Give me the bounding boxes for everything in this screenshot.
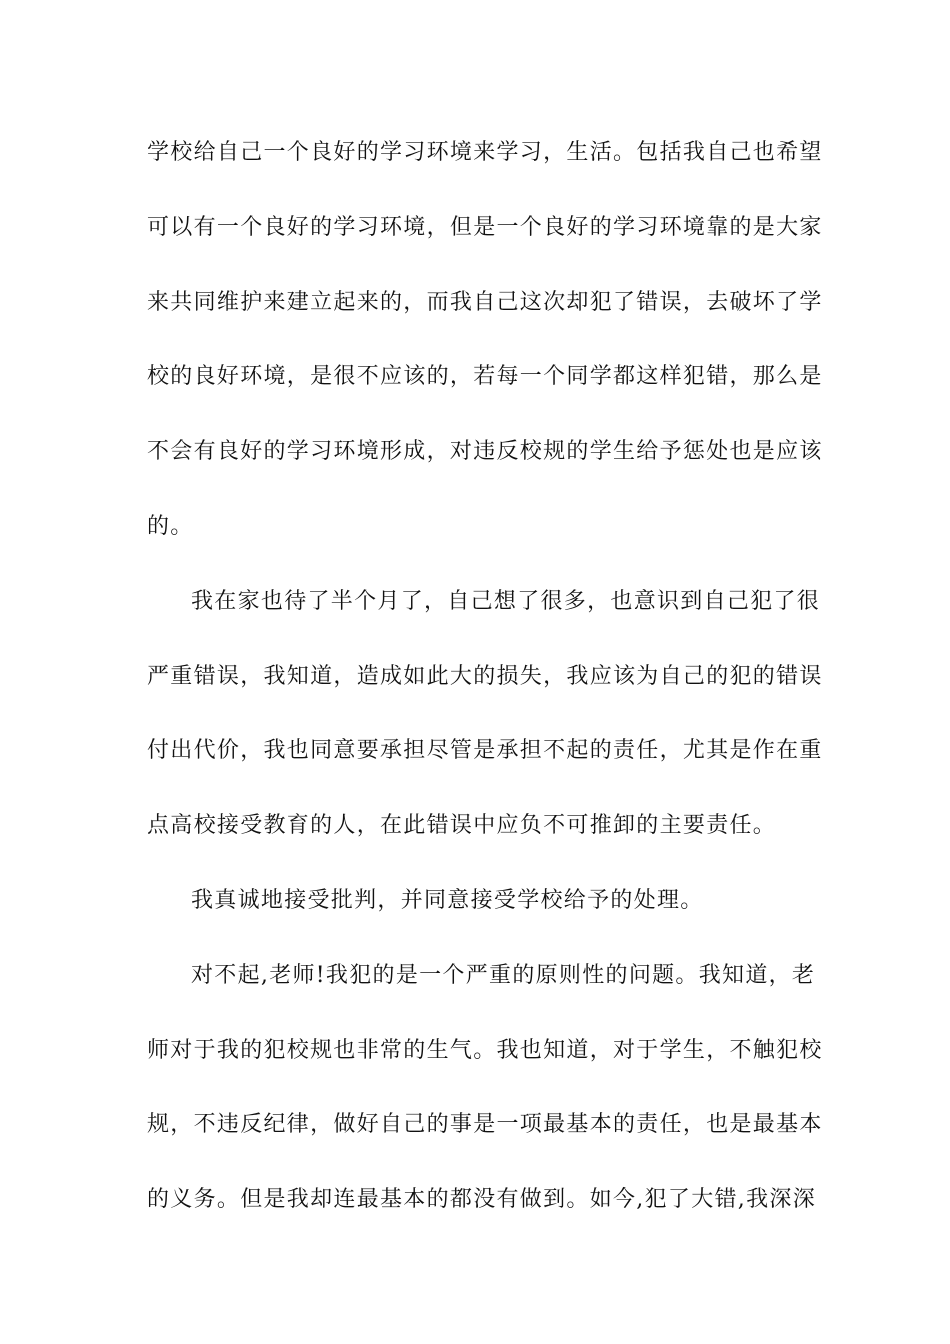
text-line: 点高校接受教育的人，在此错误中应负不可推卸的主要责任。 <box>147 813 777 839</box>
text-line: 可以有一个良好的学习环境，但是一个良好的学习环境靠的是大家 <box>147 214 823 240</box>
text-line: 学校给自己一个良好的学习环境来学习，生活。包括我自己也希望 <box>147 140 823 165</box>
paragraph-start-line: 我真诚地接受批判，并同意接受学校给予的处理。 <box>191 887 704 913</box>
text-line: 的义务。但是我却连最基本的都没有做到。如今,犯了大错,我深深 <box>147 1187 816 1213</box>
paragraph-start-line: 我在家也待了半个月了，自己想了很多，也意识到自己犯了很 <box>191 588 821 614</box>
text-line: 师对于我的犯校规也非常的生气。我也知道，对于学生，不触犯校 <box>147 1037 823 1063</box>
text-line: 的。 <box>147 513 194 539</box>
text-line: 付出代价，我也同意要承担尽管是承担不起的责任，尤其是作在重 <box>147 738 823 764</box>
text-line: 规，不违反纪律，做好自己的事是一项最基本的责任，也是最基本 <box>147 1112 823 1138</box>
body-text <box>147 123 823 1245</box>
text-line: 严重错误，我知道，造成如此大的损失，我应该为自己的犯的错误 <box>147 663 823 689</box>
text-line: 不会有良好的学习环境形成，对违反校规的学生给予惩处也是应该 <box>147 439 823 465</box>
paragraph-start-line: 对不起,老师!我犯的是一个严重的原则性的问题。我知道，老 <box>191 962 816 988</box>
text-line: 校的良好环境，是很不应该的，若每一个同学都这样犯错，那么是 <box>147 364 823 390</box>
text-line: 来共同维护来建立起来的，而我自己这次却犯了错误，去破坏了学 <box>147 289 823 315</box>
